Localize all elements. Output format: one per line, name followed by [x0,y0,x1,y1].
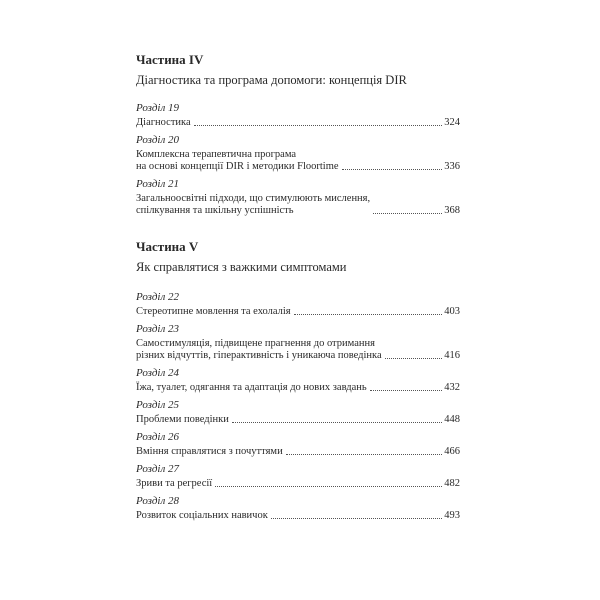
entry-title [136,382,367,394]
entry-title-line: Розвиток соціальних навичок [136,510,268,521]
dot-leader [286,454,443,455]
dot-leader [271,518,442,519]
entry-title-line: Діагностика [136,117,191,128]
part-label: Частина V [136,239,199,254]
chapter-label: Розділ 26 [136,431,179,443]
chapter-25 [136,398,460,426]
chapter-label: Розділ 20 [136,134,179,146]
entry-title [136,478,212,490]
entry-title-line: різних відчуттів, гіперактивність і уникаюча поведінка [136,350,382,361]
toc-entry[interactable] [136,338,460,362]
page-number: 416 [444,350,460,361]
chapter-label: Розділ 25 [136,399,179,411]
chapter-24 [136,366,460,394]
page-number: 324 [444,117,460,128]
toc-entry[interactable] [136,149,460,173]
toc-entry[interactable] [136,306,460,318]
chapter-22 [136,290,460,318]
toc-entry[interactable] [136,510,460,522]
entry-title-line: Комплексна терапевтична програма [136,149,297,160]
chapter-label: Розділ 19 [136,102,179,114]
dot-leader [294,314,443,315]
chapter-label: Розділ 22 [136,291,179,303]
page-number: 432 [444,382,460,393]
chapter-list [136,290,460,522]
page-number: 368 [444,205,460,216]
entry-title [136,510,268,522]
entry-title [136,193,370,217]
entry-title-line: Їжа, туалет, одягання та адаптація до нових завдань [136,382,367,393]
page-number: 482 [444,478,460,489]
dot-leader [232,422,442,423]
toc-entry[interactable] [136,478,460,490]
dot-leader [342,169,443,170]
chapter-21 [136,177,460,217]
toc-entry[interactable] [136,117,460,129]
page-number: 493 [444,510,460,521]
chapter-20 [136,133,460,173]
page-number: 336 [444,161,460,172]
part-iv [136,52,460,217]
entry-title-line: на основі концепції DIR і методики Floortime [136,161,339,172]
dot-leader [194,125,443,126]
chapter-list [136,101,460,217]
page-number: 448 [444,414,460,425]
part-v [136,239,460,522]
toc-entry[interactable] [136,446,460,458]
toc-entry[interactable] [136,382,460,394]
page-number: 466 [444,446,460,457]
entry-title [136,338,382,362]
part-title: Як справлятися з важкими симптомами [136,260,347,274]
toc-entry[interactable] [136,193,460,217]
chapter-28 [136,494,460,522]
entry-title-line: Проблеми поведінки [136,414,229,425]
entry-title [136,414,229,426]
chapter-label: Розділ 27 [136,463,179,475]
part-label: Частина IV [136,52,204,67]
chapter-26 [136,430,460,458]
dot-leader [373,213,442,214]
entry-title [136,306,291,318]
dot-leader [385,358,443,359]
entry-title-line: Самостимуляція, підвищене прагнення до отримання [136,338,375,349]
dot-leader [370,390,443,391]
entry-title-line: Вміння справлятися з почуттями [136,446,283,457]
toc-entry[interactable] [136,414,460,426]
entry-title [136,149,339,173]
page-number: 403 [444,306,460,317]
chapter-label: Розділ 24 [136,367,179,379]
entry-title [136,446,283,458]
entry-title-line: Зриви та регресії [136,478,213,489]
dot-leader [215,486,442,487]
chapter-label: Розділ 23 [136,323,179,335]
chapter-27 [136,462,460,490]
chapter-label: Розділ 28 [136,495,179,507]
chapter-23 [136,322,460,362]
table-of-contents [136,52,460,526]
chapter-label: Розділ 21 [136,178,179,190]
entry-title [136,117,191,129]
entry-title-line: Стереотипне мовлення та ехолалія [136,306,291,317]
entry-title-line: Загальноосвітні підходи, що стимулюють мислення, [136,193,371,204]
entry-title-line: спілкування та шкільну успішність [136,205,294,216]
chapter-19 [136,101,460,129]
part-title: Діагностика та програма допомоги: концепція DIR [136,73,407,87]
